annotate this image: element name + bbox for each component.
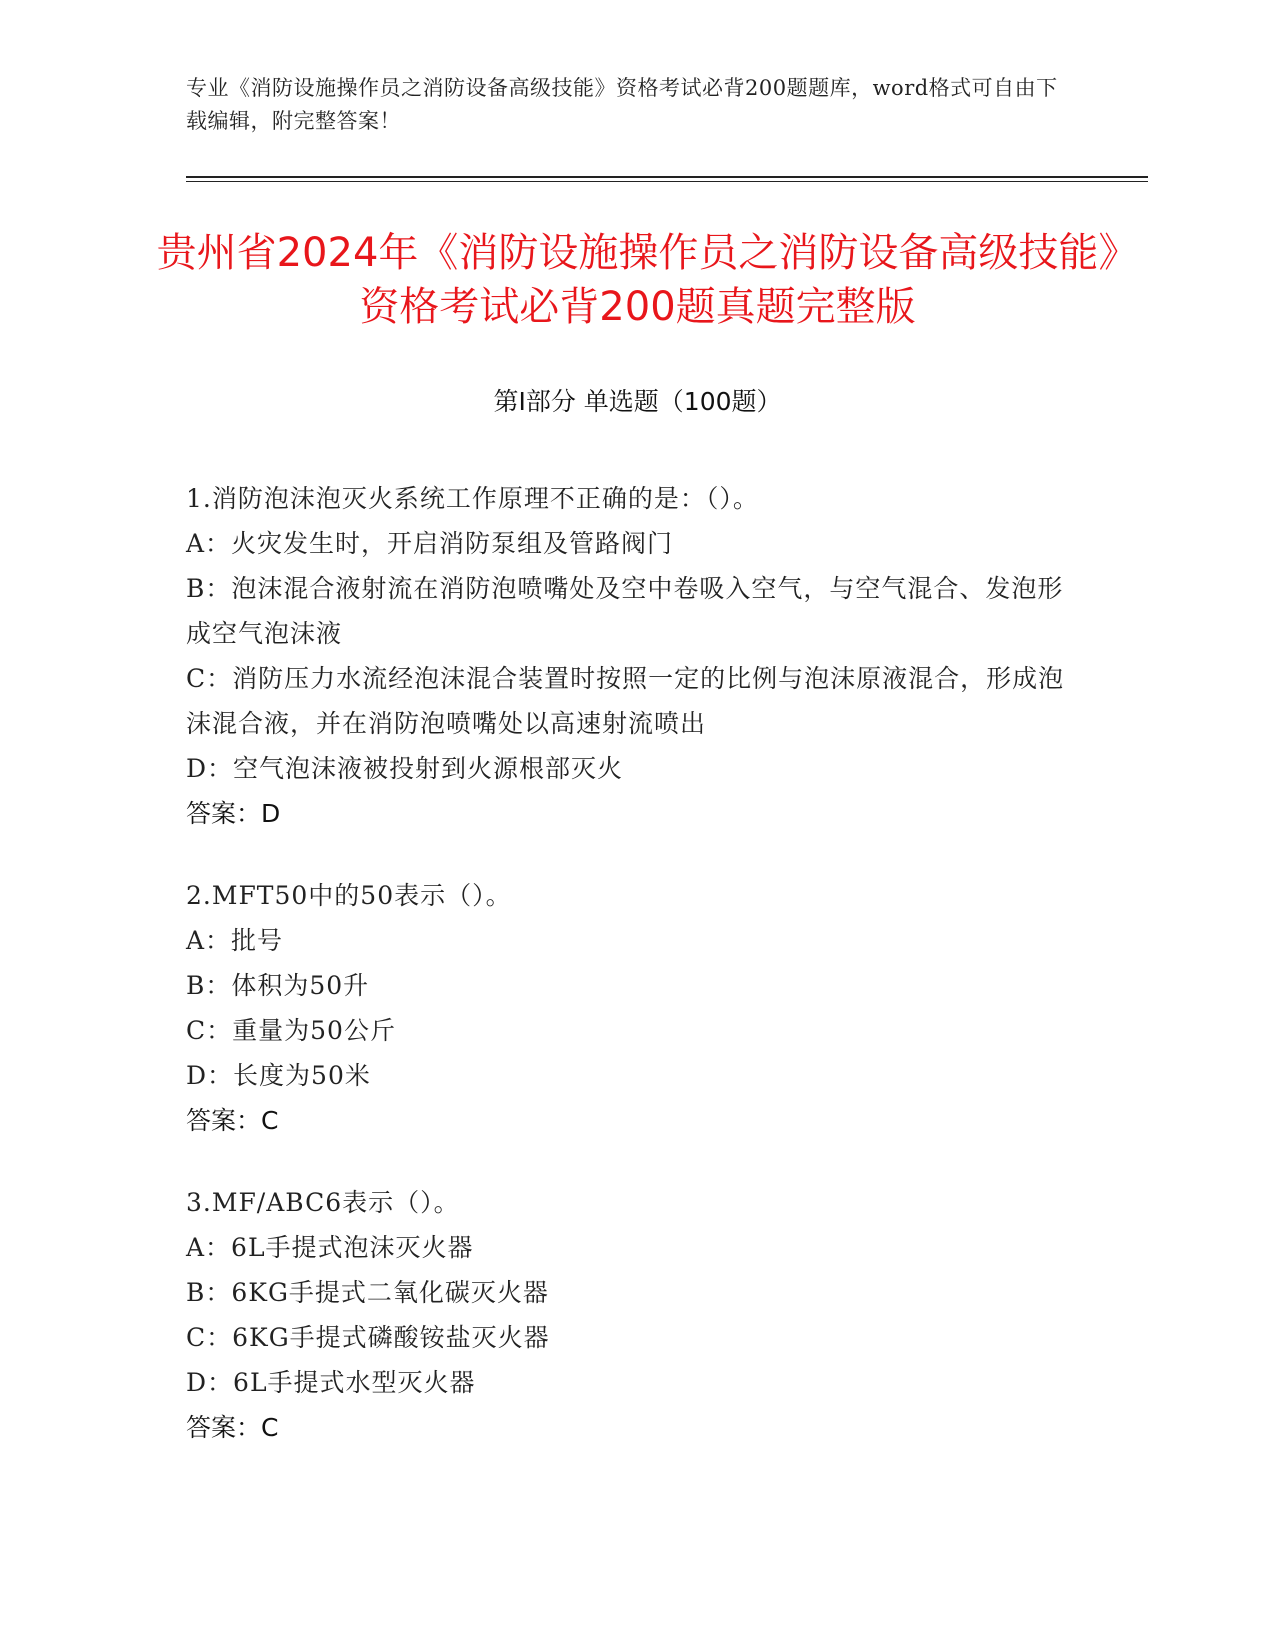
option-a: A：批号 — [186, 926, 284, 955]
option-d: D：长度为50米 — [186, 1061, 371, 1090]
answer: 答案：C — [186, 1106, 279, 1135]
question-2 — [186, 873, 1066, 1143]
option-a: A：火灾发生时，开启消防泵组及管路阀门 — [186, 529, 674, 558]
question-3 — [186, 1180, 1066, 1450]
question-1 — [186, 476, 1066, 836]
option-c: C：重量为50公斤 — [186, 1016, 396, 1045]
option-b: B：泡沫混合液射流在消防泡喷嘴处及空中卷吸入空气，与空气混合、发泡形成空气泡沫液 — [186, 574, 1064, 648]
option-c: C：消防压力水流经泡沫混合装置时按照一定的比例与泡沫原液混合，形成泡沫混合液，并在消防泡喷嘴处以高速射流喷出 — [186, 664, 1065, 738]
option-d: D：6L手提式水型灭火器 — [186, 1368, 476, 1397]
answer: 答案：C — [186, 1413, 279, 1442]
option-d: D：空气泡沫液被投射到火源根部灭火 — [186, 754, 624, 783]
option-b: B：体积为50升 — [186, 971, 370, 1000]
answer: 答案：D — [186, 799, 281, 828]
document-title: 贵州省2024年《消防设施操作员之消防设备高级技能》资格考试必背200题真题完整版 — [156, 230, 1119, 330]
question-stem: 3.MF/ABC6表示（）。 — [186, 1188, 460, 1217]
header-rule-thin — [186, 181, 1148, 182]
header-rule-thick — [186, 176, 1148, 178]
question-list — [186, 476, 1066, 1487]
option-c: C：6KG手提式磷酸铵盐灭火器 — [186, 1323, 550, 1352]
option-a: A：6L手提式泡沫灭火器 — [186, 1233, 474, 1262]
question-stem: 2.MFT50中的50表示（）。 — [186, 881, 512, 910]
section-title: 第I部分 单选题（100题） — [493, 387, 782, 416]
question-stem: 1.消防泡沫泡灭火系统工作原理不正确的是：（）。 — [186, 484, 759, 513]
header-note: 专业《消防设施操作员之消防设备高级技能》资格考试必背200题题库，word格式可自由下载编辑，附完整答案！ — [186, 76, 1058, 133]
option-b: B：6KG手提式二氧化碳灭火器 — [186, 1278, 549, 1307]
